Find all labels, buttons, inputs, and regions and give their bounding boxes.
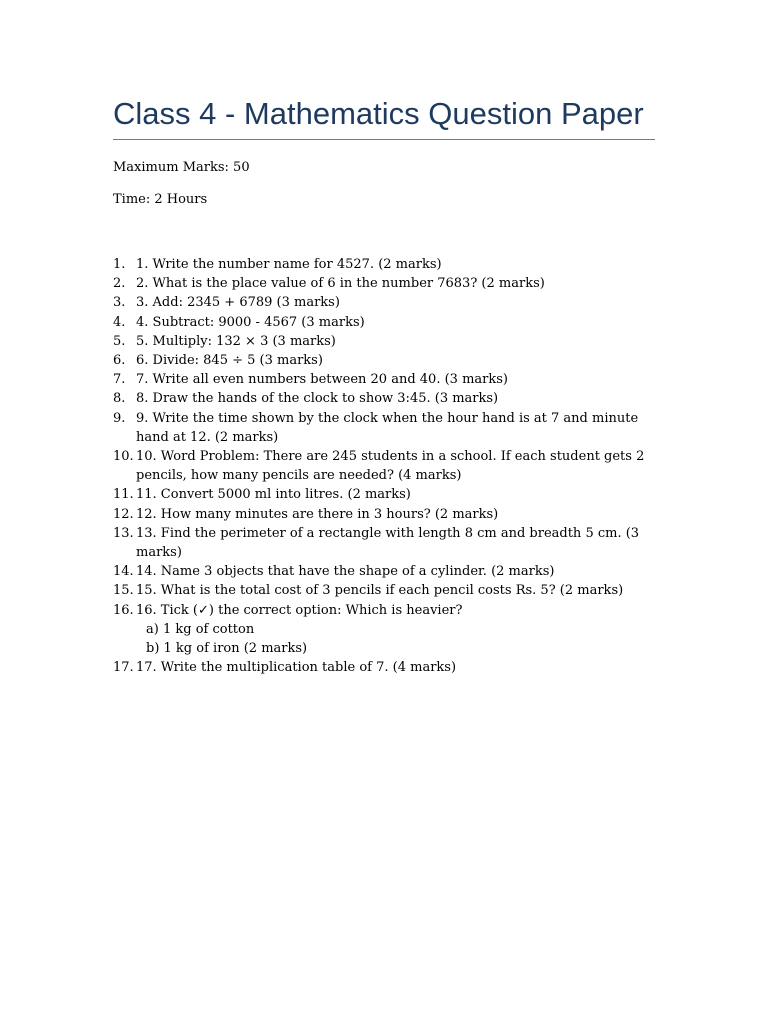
question-item bbox=[113, 293, 658, 312]
question-item bbox=[113, 505, 658, 524]
maximum-marks: Maximum Marks: 50 bbox=[113, 160, 250, 175]
question-number: 17. bbox=[113, 660, 134, 676]
question-number: 12. bbox=[113, 506, 134, 522]
question-number: 10. bbox=[113, 449, 134, 465]
question-text: 3. Add: 2345 + 6789 (3 marks) bbox=[136, 295, 340, 311]
question-number: 6. bbox=[113, 353, 126, 369]
question-text: 14. Name 3 objects that have the shape of a cylinder. (2 marks) bbox=[136, 564, 555, 580]
question-list bbox=[113, 255, 658, 677]
title-underline bbox=[113, 139, 655, 140]
question-item bbox=[113, 409, 658, 447]
question-item bbox=[113, 562, 658, 581]
question-item bbox=[113, 332, 658, 351]
question-item bbox=[113, 524, 658, 562]
question-text: 6. Divide: 845 ÷ 5 (3 marks) bbox=[136, 353, 323, 369]
question-text: 10. Word Problem: There are 245 students in a school. If each student gets 2 pencils, how many pencils are needed? (4 marks) bbox=[136, 449, 645, 484]
question-item bbox=[113, 447, 658, 485]
question-item bbox=[113, 389, 658, 408]
option-b: b) 1 kg of iron (2 marks) bbox=[146, 641, 308, 657]
question-text: 7. Write all even numbers between 20 and 40. (3 marks) bbox=[136, 372, 508, 388]
question-text: 17. Write the multiplication table of 7. (4 marks) bbox=[136, 660, 457, 676]
question-text: 13. Find the perimeter of a rectangle with length 8 cm and breadth 5 cm. (3 marks) bbox=[136, 525, 640, 561]
page-title: Class 4 - Mathematics Question Paper bbox=[113, 96, 644, 131]
question-item bbox=[113, 581, 658, 600]
question-item bbox=[113, 313, 658, 332]
option-a: a) 1 kg of cotton bbox=[146, 621, 255, 637]
question-text: 4. Subtract: 9000 - 4567 (3 marks) bbox=[136, 314, 365, 330]
question-number: 9. bbox=[113, 410, 126, 426]
question-item bbox=[113, 274, 658, 293]
question-number: 14. bbox=[113, 564, 134, 580]
question-number: 1. bbox=[113, 257, 126, 272]
question-number: 11. bbox=[113, 487, 134, 503]
question-number: 16. bbox=[113, 602, 134, 618]
question-text: 1. Write the number name for 4527. (2 marks) bbox=[136, 257, 442, 272]
question-item bbox=[113, 351, 658, 370]
question-number: 3. bbox=[113, 295, 126, 311]
question-text: 15. What is the total cost of 3 pencils if each pencil costs Rs. 5? (2 marks) bbox=[136, 583, 624, 599]
question-item bbox=[113, 370, 658, 389]
question-item bbox=[113, 485, 658, 504]
question-number: 15. bbox=[113, 583, 134, 599]
question-number: 8. bbox=[113, 391, 126, 407]
question-number: 4. bbox=[113, 314, 126, 330]
question-text: 9. Write the time shown by the clock when the hour hand is at 7 and minute hand at 12. (2 marks) bbox=[136, 410, 639, 445]
question-text: 11. Convert 5000 ml into litres. (2 marks) bbox=[136, 487, 411, 503]
question-number: 7. bbox=[113, 372, 126, 388]
question-text: 2. What is the place value of 6 in the number 7683? (2 marks) bbox=[136, 276, 545, 292]
question-item bbox=[113, 601, 658, 659]
question-number: 5. bbox=[113, 333, 126, 349]
question-text: 16. Tick (✓) the correct option: Which is heavier? bbox=[136, 602, 463, 618]
question-item bbox=[113, 255, 658, 274]
question-text: 8. Draw the hands of the clock to show 3:45. (3 marks) bbox=[136, 391, 499, 407]
question-number: 2. bbox=[113, 276, 126, 292]
time-allowed: Time: 2 Hours bbox=[113, 192, 208, 207]
question-text: 5. Multiply: 132 × 3 (3 marks) bbox=[136, 333, 336, 349]
question-item bbox=[113, 658, 658, 677]
question-number: 13. bbox=[113, 525, 134, 541]
question-text: 12. How many minutes are there in 3 hours? (2 marks) bbox=[136, 506, 499, 522]
